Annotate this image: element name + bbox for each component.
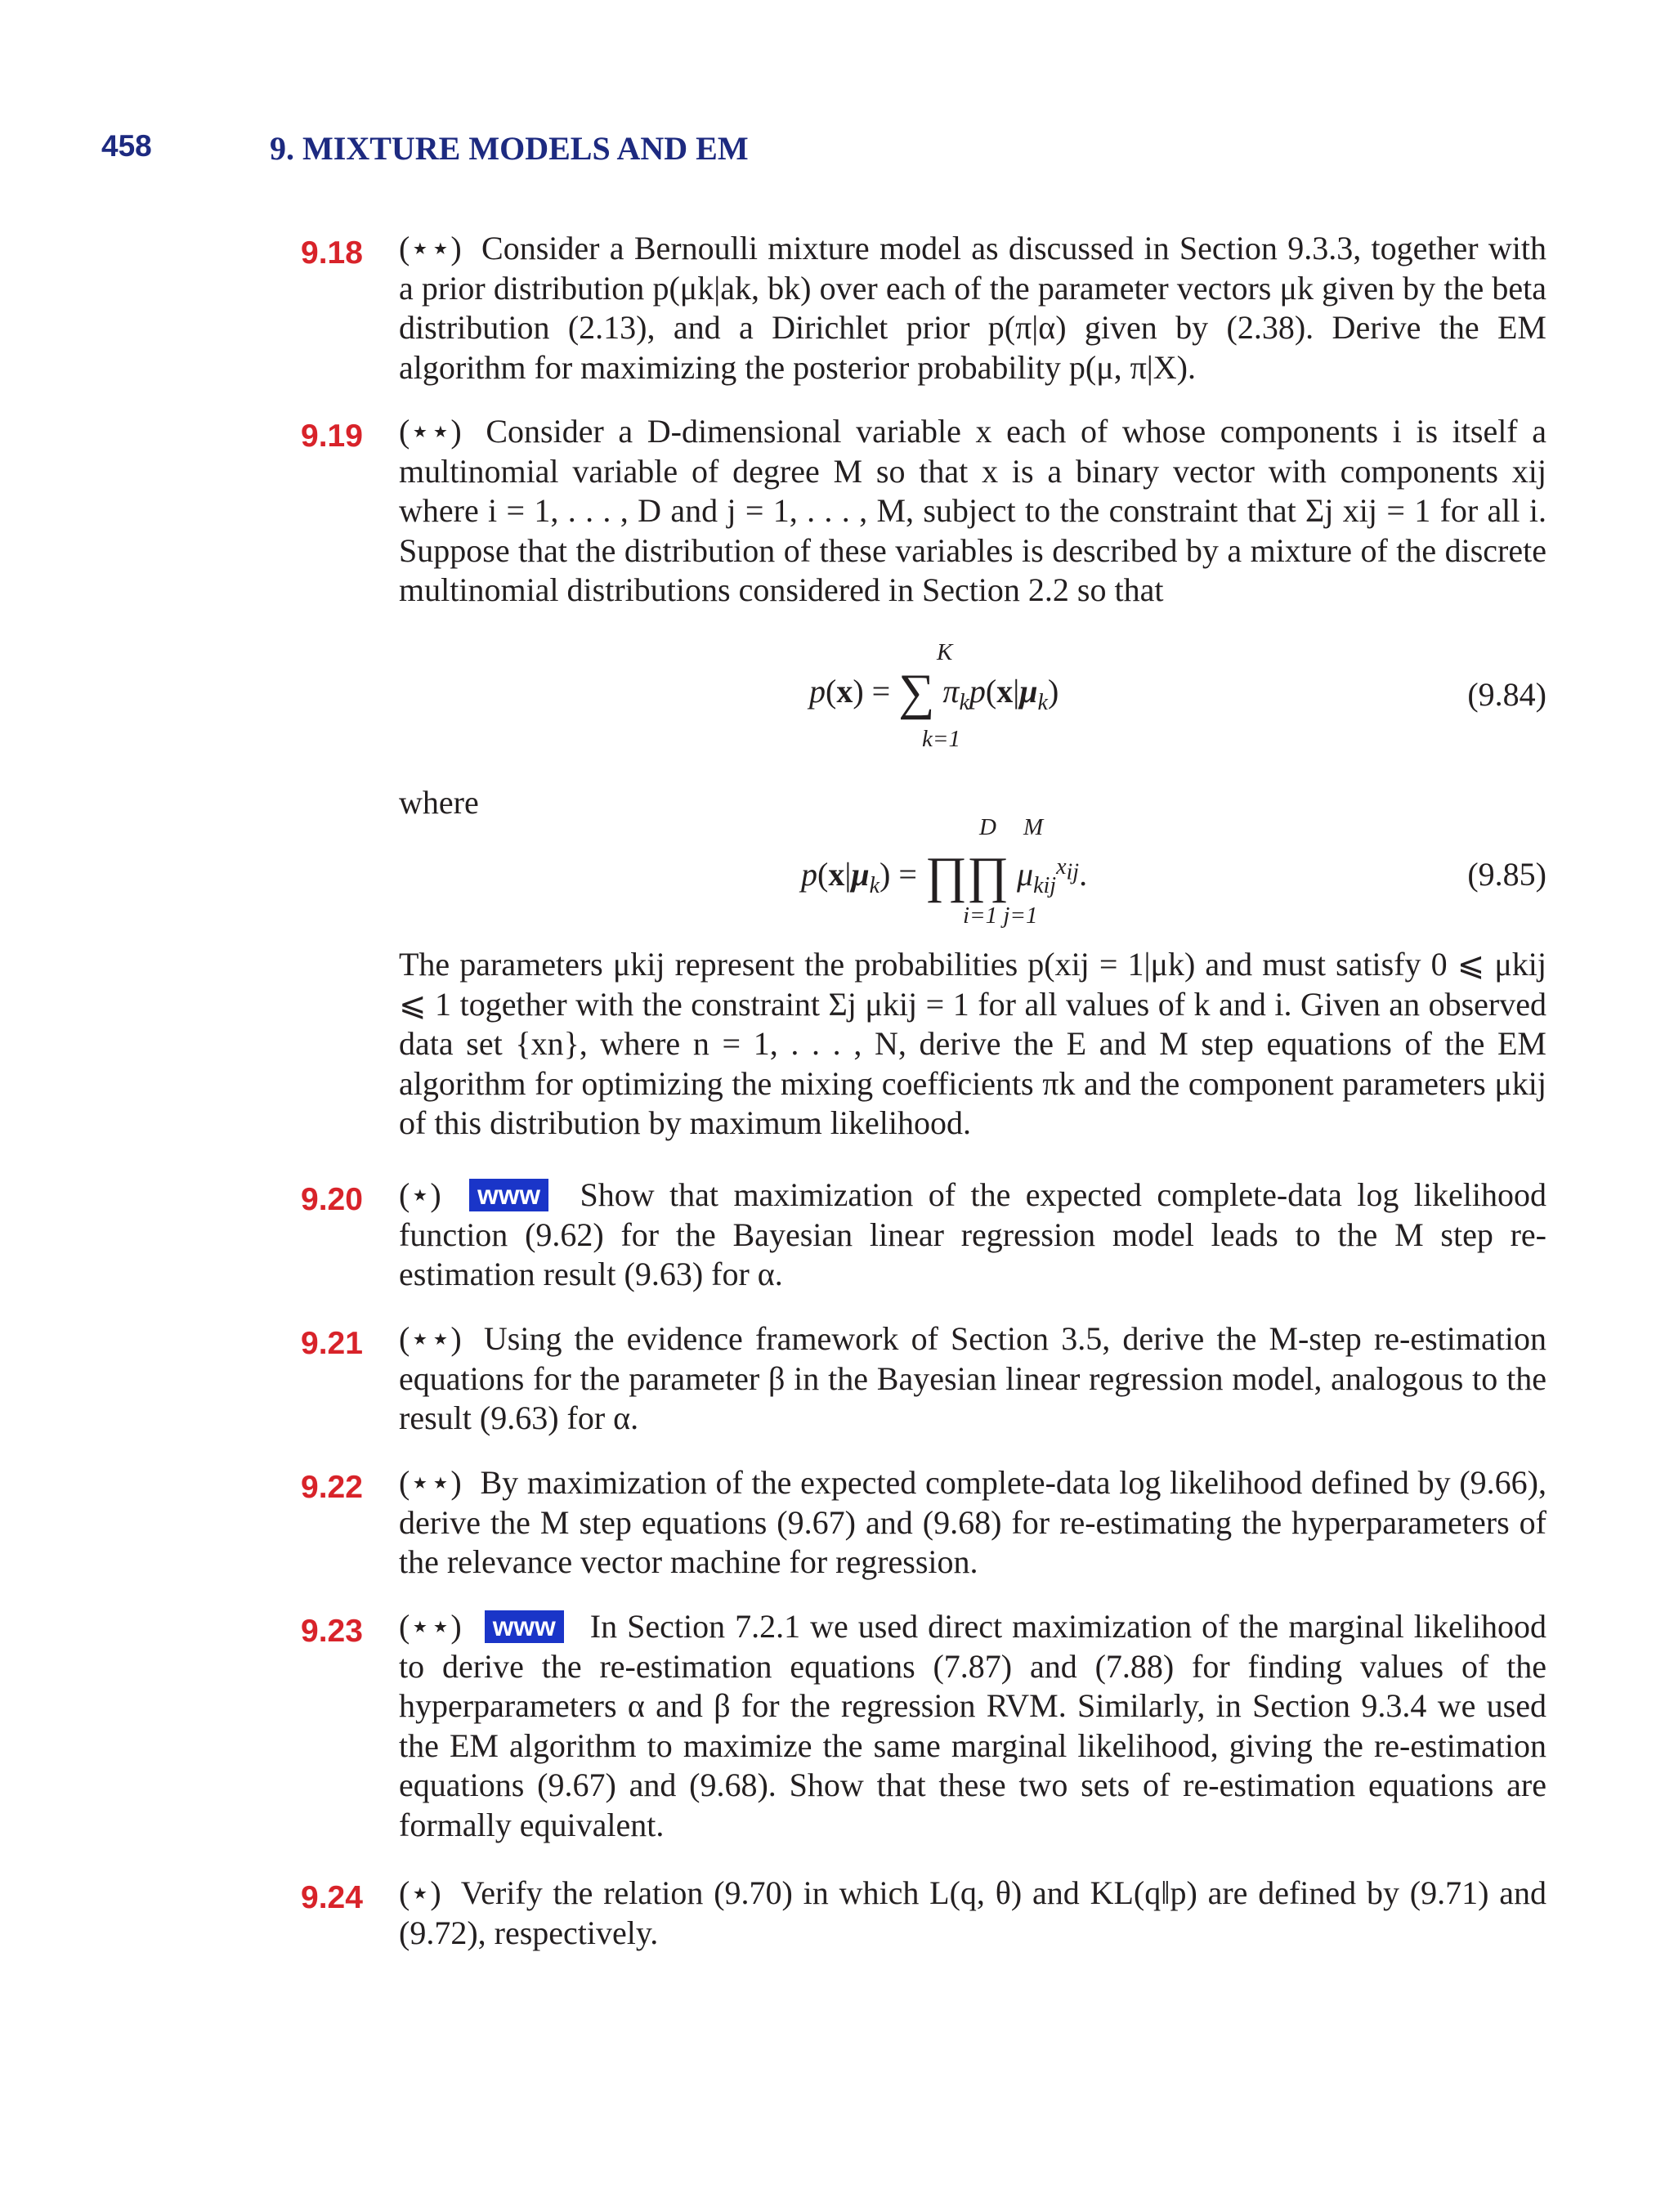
exercise-number: 9.20 <box>301 1182 363 1217</box>
exercise-number: 9.19 <box>301 419 363 454</box>
exercise-text <box>399 229 1546 387</box>
exercise-text <box>399 1874 1546 1953</box>
sum-upper-limit: K <box>937 639 953 665</box>
page-number: 458 <box>101 129 152 163</box>
difficulty-stars: (⋆⋆) <box>399 1608 462 1645</box>
exercise-text <box>399 412 1546 611</box>
running-head: 9. MIXTURE MODELS AND EM <box>270 130 749 167</box>
equation-number: (9.84) <box>1467 676 1546 713</box>
equation-formula: p(x) = ∑ $\pi_kp(x|\mu_k)$ <box>809 665 1059 720</box>
difficulty-stars: (⋆⋆) <box>399 230 462 266</box>
exercise-body: Verify the relation (9.70) in which L(q, θ) and KL(q‖p) are defined by (9.71) and (9.72), respectively. <box>399 1874 1546 1951</box>
difficulty-stars: (⋆⋆) <box>399 1464 462 1501</box>
where-label: where <box>399 784 479 821</box>
exercise-number: 9.22 <box>301 1470 363 1505</box>
exercise-number: 9.21 <box>301 1326 363 1361</box>
product-upper-limit-m: M <box>1023 814 1044 840</box>
difficulty-stars: (⋆) <box>399 1874 441 1911</box>
sum-lower-limit: k=1 <box>922 726 960 752</box>
exercise-body: Show that maximization of the expected complete-data log likelihood function (9.62) for the Bayesian linear regression model leads to the M step re-estimation result (9.63) for α. <box>399 1176 1546 1292</box>
exercise-text <box>399 1463 1546 1583</box>
equation-number: (9.85) <box>1467 856 1546 893</box>
www-badge[interactable]: www <box>469 1179 548 1211</box>
equation-formula: $p(x|\mu_k)$ = ∏∏ $\mu_{kij}^{x_{ij}}$. <box>801 848 1088 903</box>
exercise-body: Using the evidence framework of Section 3.5, derive the M-step re-estimation equations for the parameter β in the Bayesian linear regression model, analogous to the result (9.63) for α. <box>399 1320 1547 1436</box>
www-badge[interactable]: www <box>485 1610 564 1643</box>
exercise-text <box>399 1607 1546 1845</box>
exercise-number: 9.18 <box>301 235 363 271</box>
exercise-text <box>399 1319 1546 1439</box>
difficulty-stars: (⋆⋆) <box>399 1320 462 1357</box>
product-lower-limits: i=1 j=1 <box>963 902 1038 929</box>
exercise-body: In Section 7.2.1 we used direct maximization of the marginal likelihood to derive the re-estimation equations (7.87) and (7.88) for finding values of the hyperparameters α and β for the regression RVM. Similarly, in Section 9.3.4 we used the EM algorithm to maximize the same marginal likelihood, giving the re-estimation equations (9.67) and (9.68). Show that these two sets of re-estimation equations are formally equivalent. <box>399 1608 1546 1843</box>
difficulty-stars: (⋆) <box>399 1176 441 1213</box>
product-upper-limit-d: D <box>979 814 996 840</box>
page-header <box>0 129 1674 175</box>
exercise-text <box>399 1175 1546 1295</box>
exercise-9-19-continued: The parameters μkij represent the probabilities p(xij = 1|μk) and must satisfy 0 ⩽ μkij ⩽ 1 together with the constraint Σj μkij = 1 for all values of k and i. Given an observed data set {xn}, where n = 1, . . . , N, derive the E and M step equations of the EM algorithm for optimizing the mixing coefficients πk and the component parameters μkij of this distribution by maximum likelihood. <box>399 946 1546 1141</box>
difficulty-stars: (⋆⋆) <box>399 413 462 450</box>
exercise-body: Consider a D-dimensional variable x each of whose components i is itself a multinomial variable of degree M so that x is a binary vector with components xij where i = 1, . . . , D and j = 1, . . . , M, subject to the constraint that Σj xij = 1 for all i. Suppose that the distribution of these variables is described by a mixture of the discrete multinomial distributions considered in Section 2.2 so that <box>399 413 1546 608</box>
exercise-body: By maximization of the expected complete-data log likelihood defined by (9.66), derive the M step equations (9.67) and (9.68) for re-estimating the hyperparameters of the relevance vector machine for regression. <box>399 1464 1546 1580</box>
exercise-number: 9.24 <box>301 1880 363 1915</box>
exercise-number: 9.23 <box>301 1614 363 1649</box>
exercise-body: Consider a Bernoulli mixture model as discussed in Section 9.3.3, together with a prior distribution p(μk|ak, bk) over each of the parameter vectors μk given by the beta distribution (2.13), and a Dirichlet prior p(π|α) given by (2.38). Derive the EM algorithm for maximizing the posterior probability p(μ, π|X). <box>399 230 1547 386</box>
